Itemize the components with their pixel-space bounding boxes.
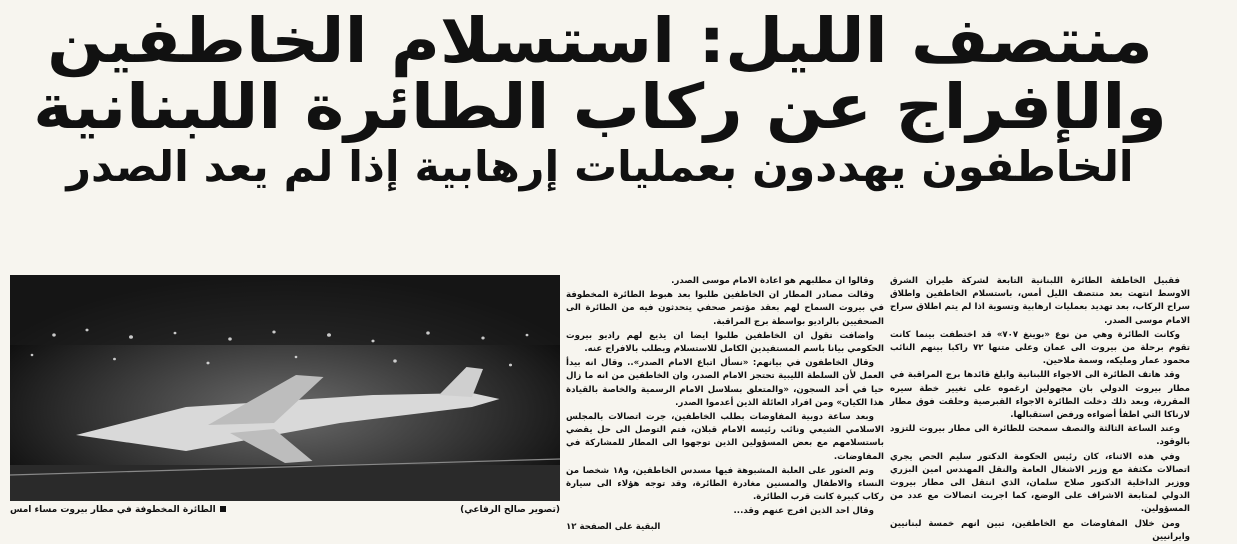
paragraph: وقال الخاطفون في بيانهم: «نسأل اتباع الامام الصدر».. وقال انه بيدأ العمل لأن السلطة الليبية تحتجز الامام الصدر، وان الخاطفين من انه ما زال حيا في أحد السجون، «والمتعلق بسلاسل الامام الرسمية والخاصة بالقيادة هذا الكيان» ومن افراد العائلة الذين أعدموا الصدر. — [566, 358, 884, 408]
subheadline: الخاطفون يهددون بعمليات إرهابية إذا لم يعد الصدر — [66, 142, 1134, 191]
paragraph: فقبيل الخاطفة الطائرة اللبنانية التابعة لشركة طيران الشرق الاوسط انتهت بعد منتصف الليل أمس، باستسلام الخاطفين واطلاق سراح الركاب، بعد تهديد بعمليات ارهابية وتسوية اذا لم يتم اطلاق سراح الامام موسى الصدر. — [890, 276, 1190, 326]
paragraph: وبعد ساعة دوبية المفاوضات بطلب الخاطفين، جرت اتصالات بالمجلس الاسلامي الشيعي ونائب رئيسه الامام قبلان، فتم التوصل الى حل يقضي باستسلامهم مع بعض المسؤولين الذين توجهوا الى المطار للمشاركة في المفاوضات. — [566, 412, 884, 462]
photo-credit: (تصوير صالح الرفاعي) — [460, 505, 560, 515]
paragraph: وقالت مصادر المطار ان الخاطفين طلبوا بعد هبوط الطائرة المخطوفة في بيروت السماح لهم بعقد مؤتمر صحفي يتحدثون فيه من الطائرة الى الصحفيين بالراديو بواسطة برج المراقبة. — [566, 290, 884, 327]
paragraph: واضافت تقول ان الخاطفين طلبوا ايضا ان يذيع لهم راديو بيروت الحكومي بيانا باسم المستفيدين الكامل للاستسلام ويطلب بالافراج عنه. — [566, 330, 884, 355]
photo-column — [10, 275, 560, 530]
paragraph: وتم العثور على العلبة المشبوهة فيها مسدس الخاطفين، و١٨ شخصا من النساء والاطفال والمسنين مغادرة الطائرة، وقد توجه هؤلاء الى سيارة ركاب كبيرة كانت قرب الطائرة. — [566, 465, 884, 503]
photo-caption: الطائرة المخطوفة في مطار بيروت مساء امس — [10, 505, 226, 515]
paragraph: وقال احد الذين افرج عنهم وقد... — [733, 506, 874, 517]
article-column-right — [890, 275, 1191, 542]
paragraph: ومن خلال المفاوضات مع الخاطفين، تبين انهم خمسة لبنانيين وايرانيين — [890, 518, 1190, 542]
continue-note: البقية على الصفحة ١٢ — [566, 521, 661, 532]
paragraph: وكانت الطائرة وهي من نوع «بوينغ ٧٠٧» قد اختطفت بينما كانت تقوم برحلة من بيروت الى عمان وعلى متنها ٧٢ راكبا بينهم النائب محمود عمار ومليكه، وسمة ملاحين. — [890, 329, 1191, 367]
article-body — [10, 275, 1191, 542]
paragraph: وفي هذه الاثناء، كان رئيس الحكومة الدكتور سليم الحص يجري اتصالات مكثفة مع وزير الاشغال العامة والنقل المهندس امين البزري ووزير الداخلية الدكتور صلاح سلمان، الذي انتقل الى مطار بيروت الدولي لمتابعة الاشراف على الوضع، كما اجريت اتصالات مع عدد من المسؤولين. — [890, 451, 1190, 515]
plane-night-image — [10, 275, 560, 501]
headline-line-2: والإفراج عن ركاب الطائرة اللبنانية — [33, 70, 1167, 143]
headline-line-1: منتصف الليل: استسلام الخاطفين — [47, 4, 1153, 77]
photo-caption-row — [10, 505, 560, 515]
paragraph: وعند الساعة الثالثة والنصف سمحت للطائرة الى مطار بيروت للتزود بالوقود. — [890, 424, 1190, 448]
paragraph: وقد هاتف الطائرة الى الاجواء اللبنانية وابلغ قائدها برج المراقبة في مطار بيروت الدولي بان مجهولين ارغموه على تغيير خطة سيره المقررة، وبعد ذلك دخلت الطائرة الاجواء القبرصية وحلقت فوق مطار لارناكا التي اطفأ أضواءه ورفض استقبالها. — [890, 370, 1190, 421]
article-column-middle — [566, 275, 884, 530]
hijacked-plane-photo — [10, 275, 560, 501]
paragraph: وقالوا ان مطلبهم هو اعادة الامام موسى الصدر. — [671, 276, 874, 286]
caption-bullet-icon — [220, 506, 226, 512]
